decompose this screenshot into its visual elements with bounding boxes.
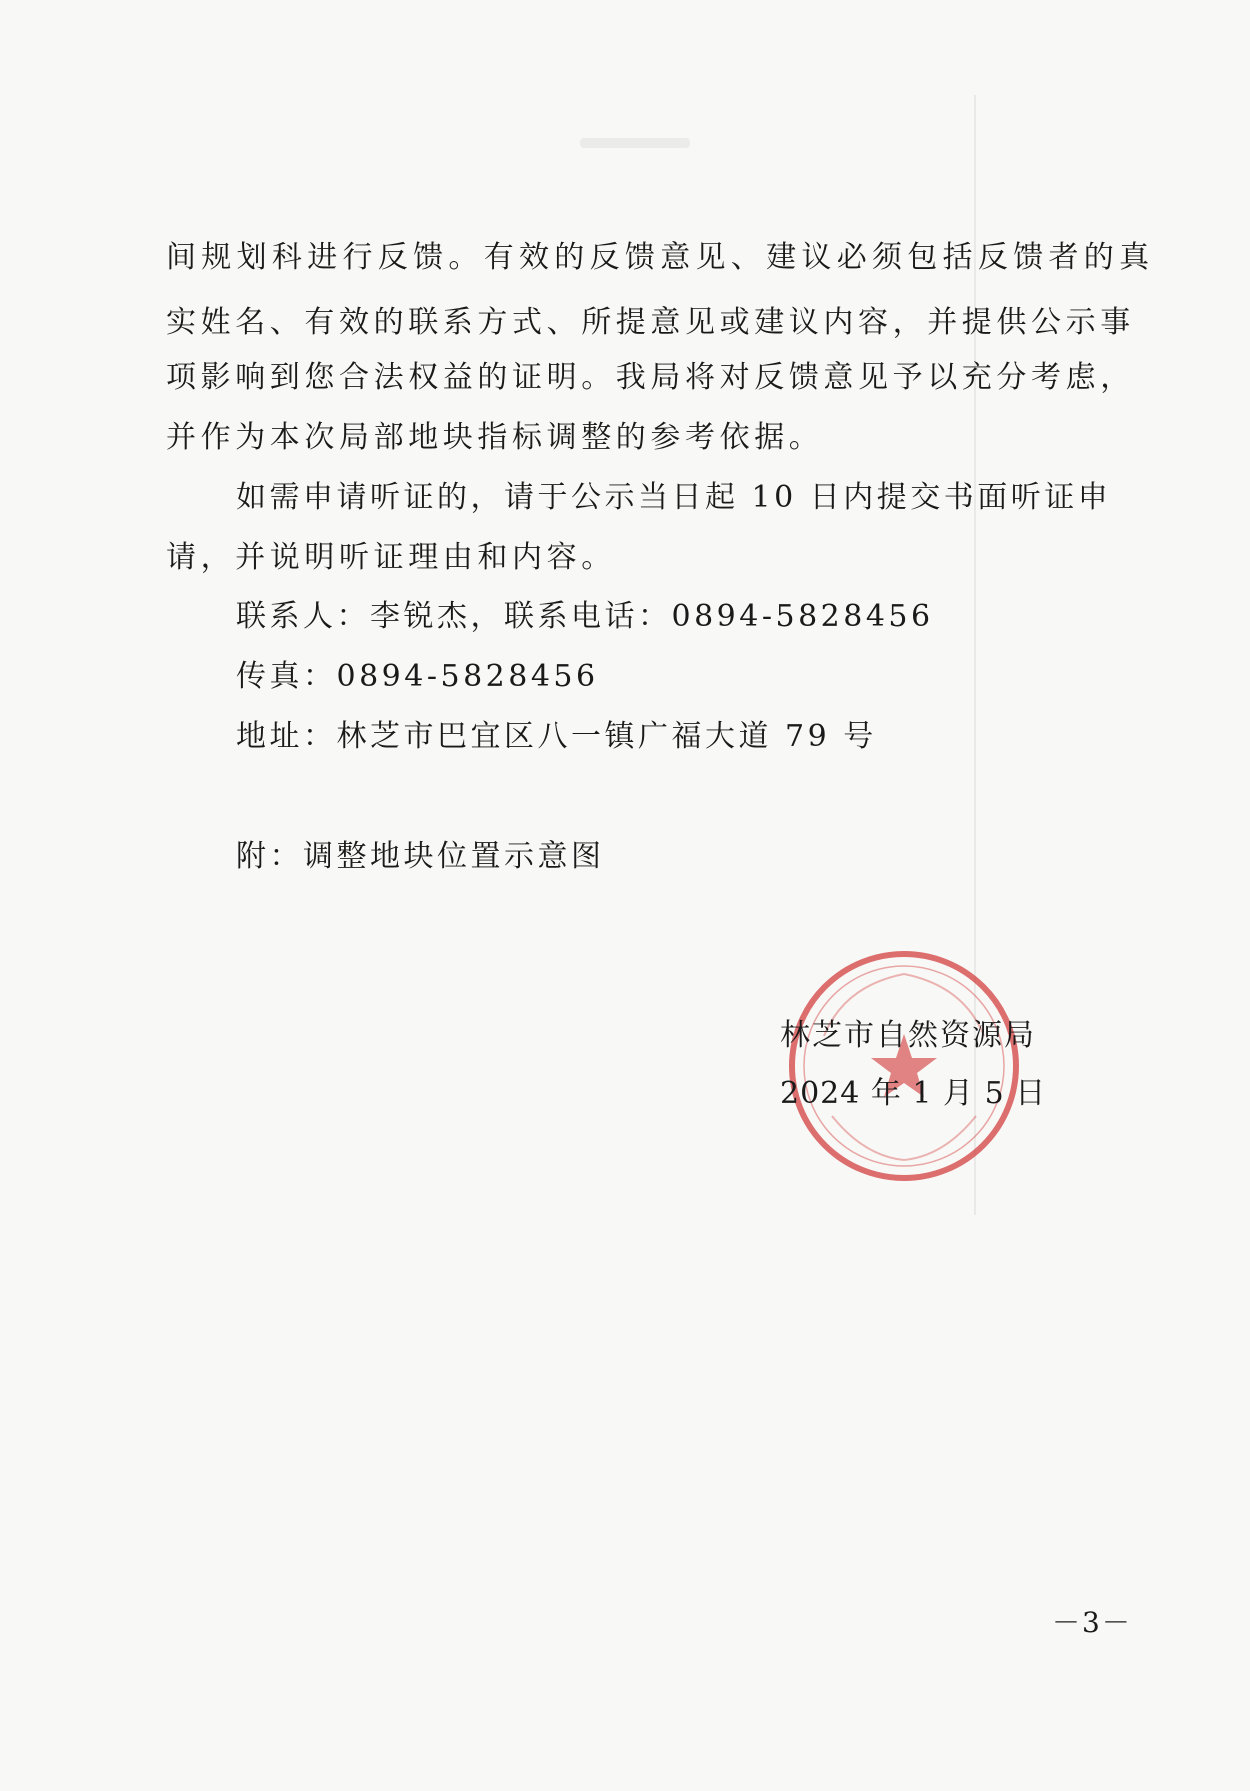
- body-line-3: 项影响到您合法权益的证明。我局将对反馈意见予以充分考虑，: [166, 360, 1135, 395]
- signing-date: 2024 年 1 月 5 日: [780, 1076, 1047, 1111]
- address: 地址：林芝市巴宜区八一镇广福大道 79 号: [236, 719, 877, 754]
- body-line-2: 实姓名、有效的联系方式、所提意见或建议内容，并提供公示事: [166, 305, 1135, 340]
- page-number: －3－: [1052, 1606, 1132, 1639]
- signing-organization: 林芝市自然资源局: [780, 1018, 1036, 1053]
- body-line-1: 间规划科进行反馈。有效的反馈意见、建议必须包括反馈者的真: [166, 240, 1155, 275]
- body-line-4: 并作为本次局部地块指标调整的参考依据。: [166, 420, 824, 455]
- attachment-note: 附：调整地块位置示意图: [236, 839, 605, 874]
- hearing-paragraph-line-1: 如需申请听证的，请于公示当日起 10 日内提交书面听证申: [236, 480, 1112, 515]
- faint-scan-mark: [580, 138, 690, 148]
- contact-person: 联系人：李锐杰，联系电话：0894-5828456: [236, 599, 934, 634]
- official-seal-icon: [784, 946, 1024, 1186]
- hearing-paragraph-line-2: 请，并说明听证理由和内容。: [166, 540, 616, 575]
- fax-number: 传真：0894-5828456: [236, 659, 599, 694]
